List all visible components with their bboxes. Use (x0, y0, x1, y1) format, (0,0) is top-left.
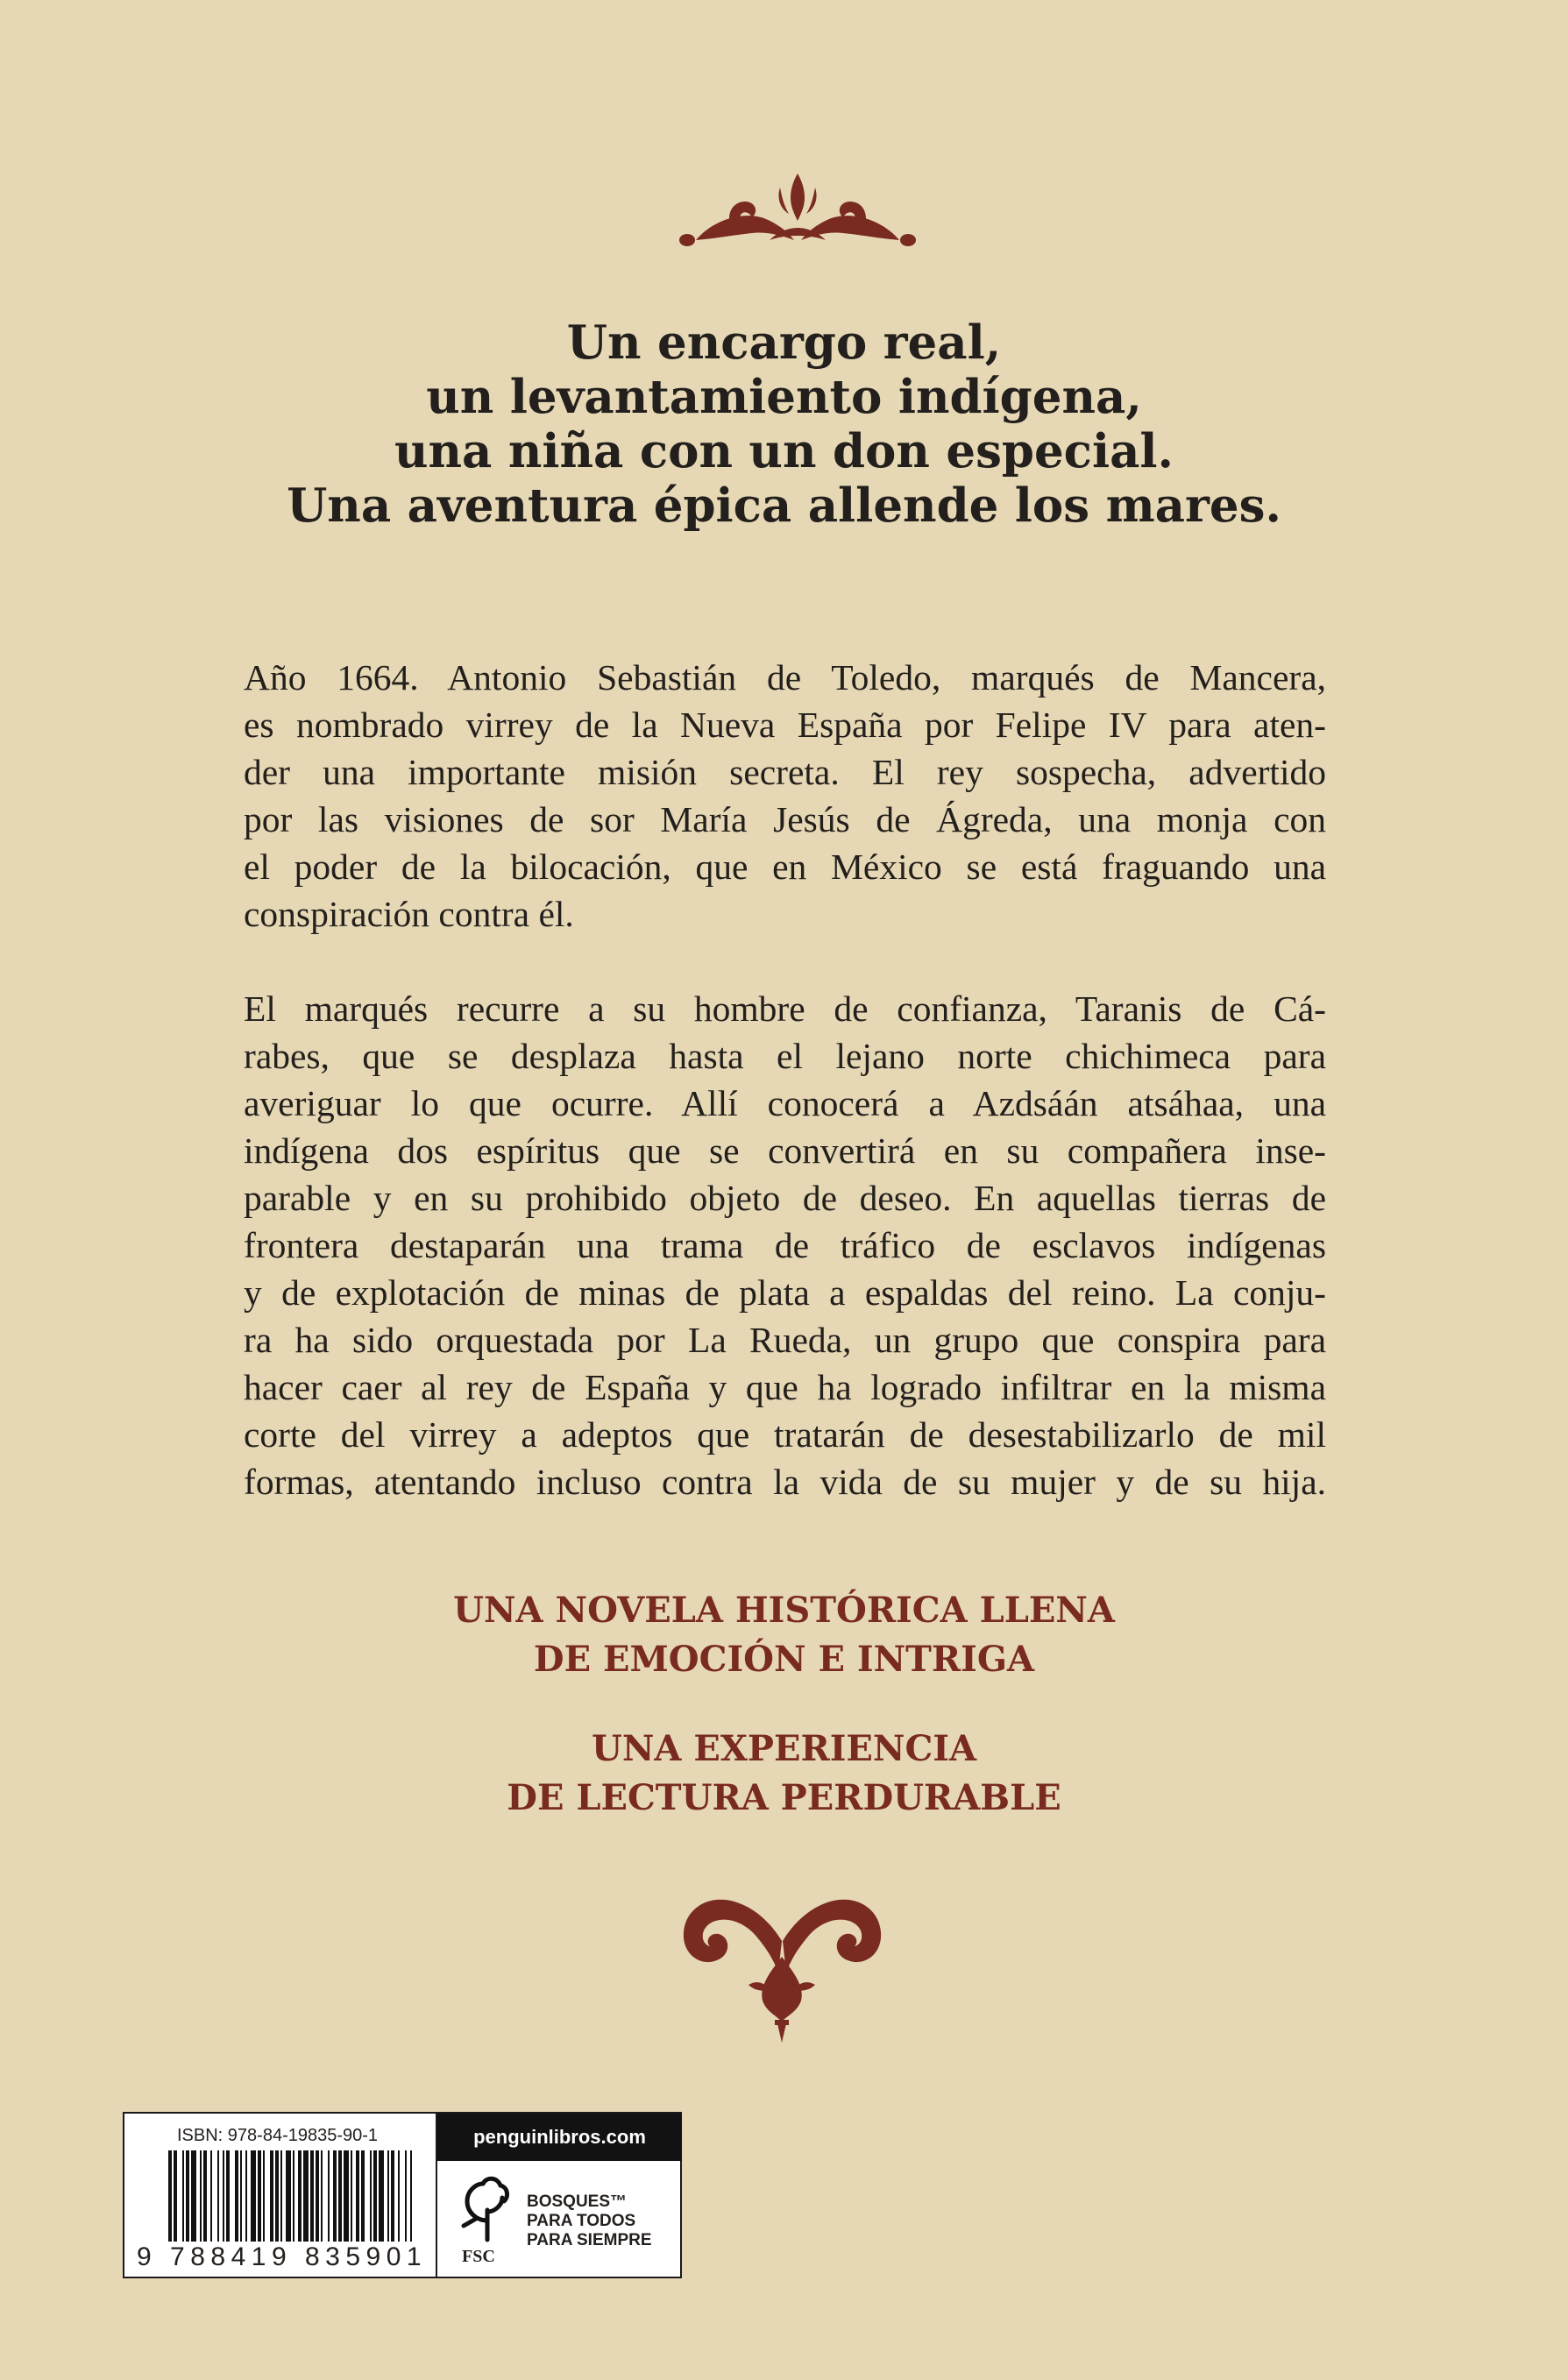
tagline-line: una niña con un don especial. (394, 424, 1174, 478)
tagline (175, 315, 1393, 533)
barcode-bar (210, 2150, 212, 2242)
synopsis-line: indígena dos espíritus que se convertirá en su compañera inse- (244, 1130, 1326, 1171)
synopsis-line: es nombrado virrey de la Nueva España por Felipe IV para aten- (244, 705, 1326, 745)
blurb-line: UNA NOVELA HISTÓRICA LLENA (453, 1590, 1115, 1631)
synopsis-line: El marqués recurre a su hombre de confianza, Taranis de Cá- (244, 988, 1326, 1029)
barcode-bar (316, 2150, 319, 2242)
barcode-bar (351, 2150, 352, 2242)
barcode-bar (235, 2150, 238, 2242)
barcode-bar (174, 2150, 177, 2242)
barcode-bar (217, 2150, 219, 2242)
publisher-site: penguinlibros.com (437, 2114, 682, 2161)
barcode-bar (410, 2150, 412, 2242)
barcode-bar (240, 2150, 242, 2242)
barcode-bar (168, 2150, 172, 2242)
barcode-bar (333, 2150, 337, 2242)
barcode-bar (258, 2150, 261, 2242)
barcode-bar (328, 2150, 330, 2242)
barcode-bar (361, 2150, 365, 2242)
barcode-bar (280, 2150, 282, 2242)
barcode-bar (398, 2150, 400, 2242)
tagline-line: un levantamiento indígena, (426, 370, 1142, 424)
barcode-bar (245, 2150, 247, 2242)
fsc-tree-icon (457, 2171, 518, 2245)
synopsis-line: por las visiones de sor María Jesús de Ágreda, una monja con (244, 799, 1326, 839)
synopsis-line: corte del virrey a adeptos que tratarán de desestabilizarlo de mil (244, 1414, 1326, 1455)
synopsis-line: el poder de la bilocación, que en México se está fraguando una (244, 846, 1326, 887)
barcode-bars (168, 2150, 414, 2242)
synopsis-line: averiguar lo que ocurre. Allí conocerá a Azdsáán atsáhaa, una (244, 1083, 1326, 1123)
ornament-top (678, 166, 917, 251)
barcode-bar (391, 2150, 394, 2242)
barcode-bar (387, 2150, 389, 2242)
barcode-bar (186, 2150, 189, 2242)
tagline-line: Una aventura épica allende los mares. (287, 478, 1281, 533)
synopsis-line: y de explotación de minas de plata a espaldas del reino. La conju- (244, 1272, 1326, 1313)
blurb-line: DE LECTURA PERDURABLE (507, 1777, 1061, 1818)
barcode-bar (356, 2150, 359, 2242)
barcode-bar (405, 2150, 407, 2242)
barcode-bar (310, 2150, 314, 2242)
barcode-bar (321, 2150, 323, 2242)
blurbs (175, 1586, 1393, 1823)
barcode-bar (200, 2150, 202, 2242)
fsc-slogan-line: PARA SIEMPRE (527, 2231, 652, 2249)
barcode-bar (370, 2150, 372, 2242)
barcode-bar (270, 2150, 273, 2242)
isbn-label: ISBN: 978-84-19835-90-1 (177, 2126, 379, 2145)
synopsis-line: ra ha sido orquestada por La Rueda, un grupo que conspira para (244, 1320, 1326, 1360)
synopsis-line: conspiración contra él. (244, 894, 574, 934)
synopsis-paragraph-1 (244, 654, 1326, 938)
blurb (175, 1725, 1393, 1823)
publisher-panel (436, 2114, 682, 2277)
barcode-bar (379, 2150, 384, 2242)
barcode-digits: 9 788419 835901 (137, 2242, 428, 2271)
barcode-bar (286, 2150, 291, 2242)
blurb-line: DE EMOCIÓN E INTRIGA (533, 1639, 1035, 1680)
barcode-bar (251, 2150, 256, 2242)
barcode-bar (182, 2150, 184, 2242)
synopsis-line: formas, atentando incluso contra la vida de su mujer y de su hija. (244, 1462, 1326, 1502)
synopsis-line: hacer caer al rey de España y que ha logrado infiltrar en la misma (244, 1367, 1326, 1407)
synopsis-line: Año 1664. Antonio Sebastián de Toledo, marqués de Mancera, (244, 657, 1326, 698)
barcode-bar (344, 2150, 349, 2242)
ornament-bottom (675, 1888, 890, 2046)
blurb-line: UNA EXPERIENCIA (591, 1728, 977, 1769)
blurb (175, 1586, 1393, 1684)
barcode-bar (303, 2150, 309, 2242)
synopsis (244, 654, 1326, 1505)
barcode-bar (226, 2150, 230, 2242)
fsc-slogan-line: PARA TODOS (527, 2212, 636, 2230)
synopsis-line: parable y en su prohibido objeto de deseo. En aquellas tierras de (244, 1178, 1326, 1218)
barcode-bar (293, 2150, 294, 2242)
barcode-bar (223, 2150, 224, 2242)
tagline-line: Un encargo real, (566, 315, 1002, 370)
barcode-bar (203, 2150, 207, 2242)
fsc-slogan (527, 2192, 652, 2250)
barcode-bar (298, 2150, 302, 2242)
barcode-bar (373, 2150, 377, 2242)
synopsis-line: rabes, que se desplaza hasta el lejano norte chichimeca para (244, 1036, 1326, 1076)
synopsis-paragraph-2 (244, 985, 1326, 1505)
barcode-bar (338, 2150, 342, 2242)
barcode-box (123, 2112, 682, 2278)
barcode-bar (263, 2150, 265, 2242)
fsc-slogan-line: BOSQUES™ (527, 2192, 628, 2211)
barcode-bar (191, 2150, 196, 2242)
barcode-panel (124, 2114, 436, 2277)
synopsis-line: der una importante misión secreta. El rey sospecha, advertido (244, 752, 1326, 792)
synopsis-line: frontera destaparán una trama de tráfico de esclavos indígenas (244, 1225, 1326, 1265)
fsc-label: FSC (462, 2247, 495, 2266)
barcode-bar (275, 2150, 279, 2242)
